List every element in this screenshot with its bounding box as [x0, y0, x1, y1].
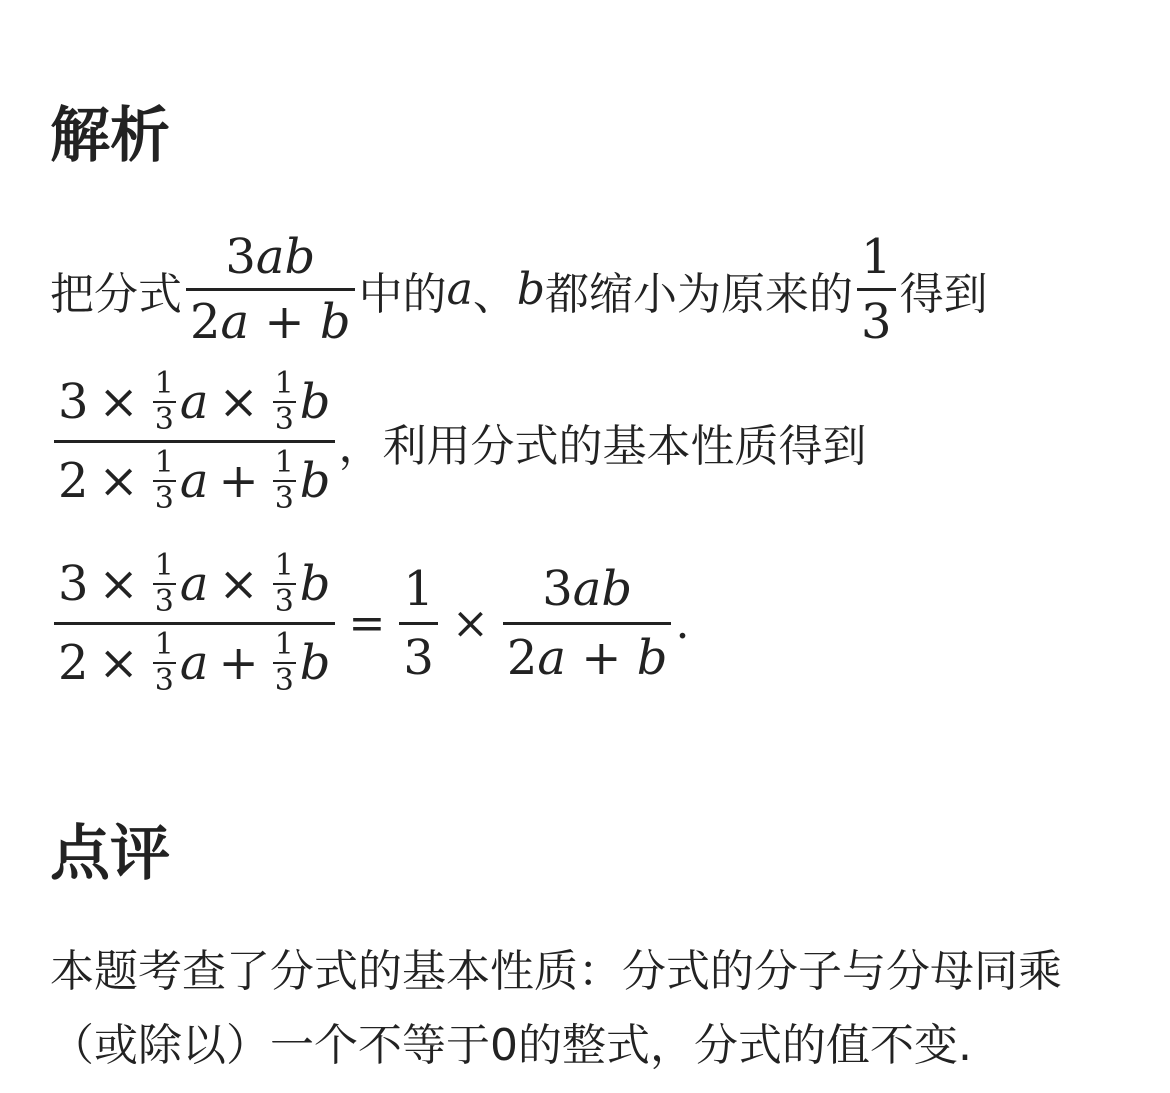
- fraction-one-third: $\frac{1}{3}$: [857, 226, 896, 353]
- text-segment: ，利用分式的基本性质得到: [338, 420, 867, 472]
- variable-b: b: [516, 264, 546, 315]
- text-segment: 得到: [899, 268, 988, 320]
- comment-text: 本题考查了分式的基本性质：分式的分子与分母同乘（或除以）一个不等于0的整式，分式的值不变.: [50, 946, 1062, 1071]
- scaled-fraction: 3 × $\frac{1}{3}$ a × $\frac{1}{3}$ b 2 × $\frac{1}{3}$ a + $\frac{1}{3}$ b: [54, 546, 335, 701]
- period: .: [675, 598, 690, 649]
- analysis-heading: 解析: [50, 101, 170, 171]
- analysis-line-3: [50, 546, 689, 701]
- text-segment: 把分式: [50, 268, 182, 320]
- scaled-fraction: 3 × $\frac{1}{3}$ a × $\frac{1}{3}$ b 2 × $\frac{1}{3}$ a + $\frac{1}{3}$ b: [54, 364, 335, 519]
- comment-heading: 点评: [50, 819, 170, 889]
- text-segment: 都缩小为原来的: [545, 268, 854, 320]
- times-sign: ×: [451, 598, 489, 649]
- text-segment: 中的: [358, 268, 447, 320]
- analysis-line-2: [50, 364, 867, 519]
- equals-sign: =: [348, 598, 386, 649]
- variable-a: a: [446, 264, 473, 315]
- fraction-3ab-over-2a-plus-b: 3 ab 2 a + b: [503, 556, 672, 691]
- fraction-3ab-over-2a-plus-b: 3 ab 2 a + b: [186, 226, 355, 353]
- fraction-one-third: $\frac{1}{3}$: [399, 556, 438, 691]
- enumeration-comma: 、: [472, 268, 517, 320]
- analysis-line-1: [50, 226, 988, 353]
